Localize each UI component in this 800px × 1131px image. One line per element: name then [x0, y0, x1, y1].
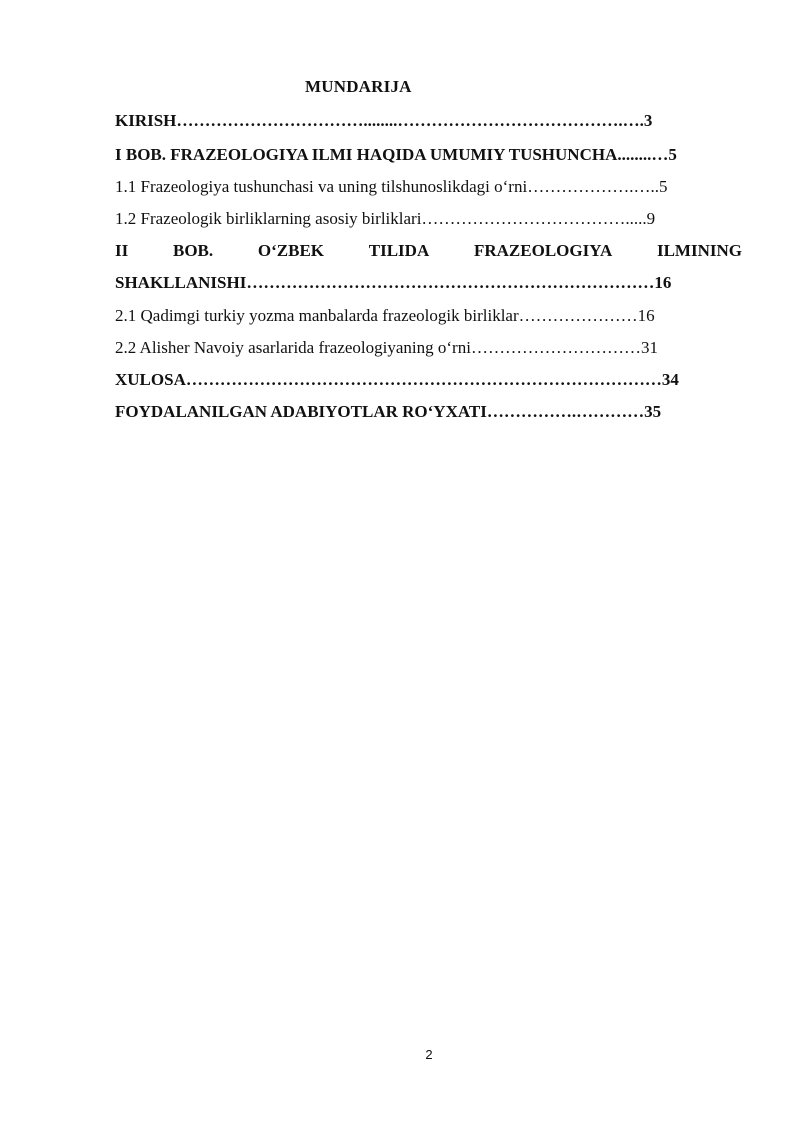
toc-entry-1-1: 1.1 Frazeologiya tushunchasi va uning tilshunoslikdagi o‘rni……………….…..5 [115, 177, 668, 196]
toc-word: FRAZEOLOGIYA [473, 241, 613, 260]
toc-word: O‘ZBEK [257, 241, 325, 260]
toc-word: TILIDA [368, 241, 430, 260]
toc-entry-xulosa: XULOSA…………………………………………………………………………34 [115, 370, 679, 389]
toc-entry-bob-2-line-1 [115, 241, 742, 261]
toc-entry-bob-1: I BOB. FRAZEOLOGIYA ILMI HAQIDA UMUMIY TUSHUNCHA........…5 [115, 145, 677, 164]
toc-word: ILMINING [656, 241, 742, 260]
toc-word: II [115, 241, 129, 260]
toc-word: BOB. [172, 241, 214, 260]
toc-entry-kirish: KIRISH……………………………........………………………………….….3 [115, 111, 653, 130]
toc-entry-1-2: 1.2 Frazeologik birliklarning asosiy birliklari……………………………….....9 [115, 209, 656, 228]
toc-title: MUNDARIJA [305, 77, 412, 96]
toc-entry-2-1: 2.1 Qadimgi turkiy yozma manbalarda frazeologik birliklar…………………16 [115, 306, 655, 325]
toc-entry-adabiyotlar: FOYDALANILGAN ADABIYOTLAR RO‘YXATI…………….…………35 [115, 402, 662, 421]
toc-entry-2-2: 2.2 Alisher Navoiy asarlarida frazeologiyaning o‘rni…………………………31 [115, 338, 658, 357]
page-number: 2 [425, 1047, 433, 1062]
toc-entry-bob-2-line-2: SHAKLLANISHI………………………………………………………………16 [115, 273, 672, 292]
